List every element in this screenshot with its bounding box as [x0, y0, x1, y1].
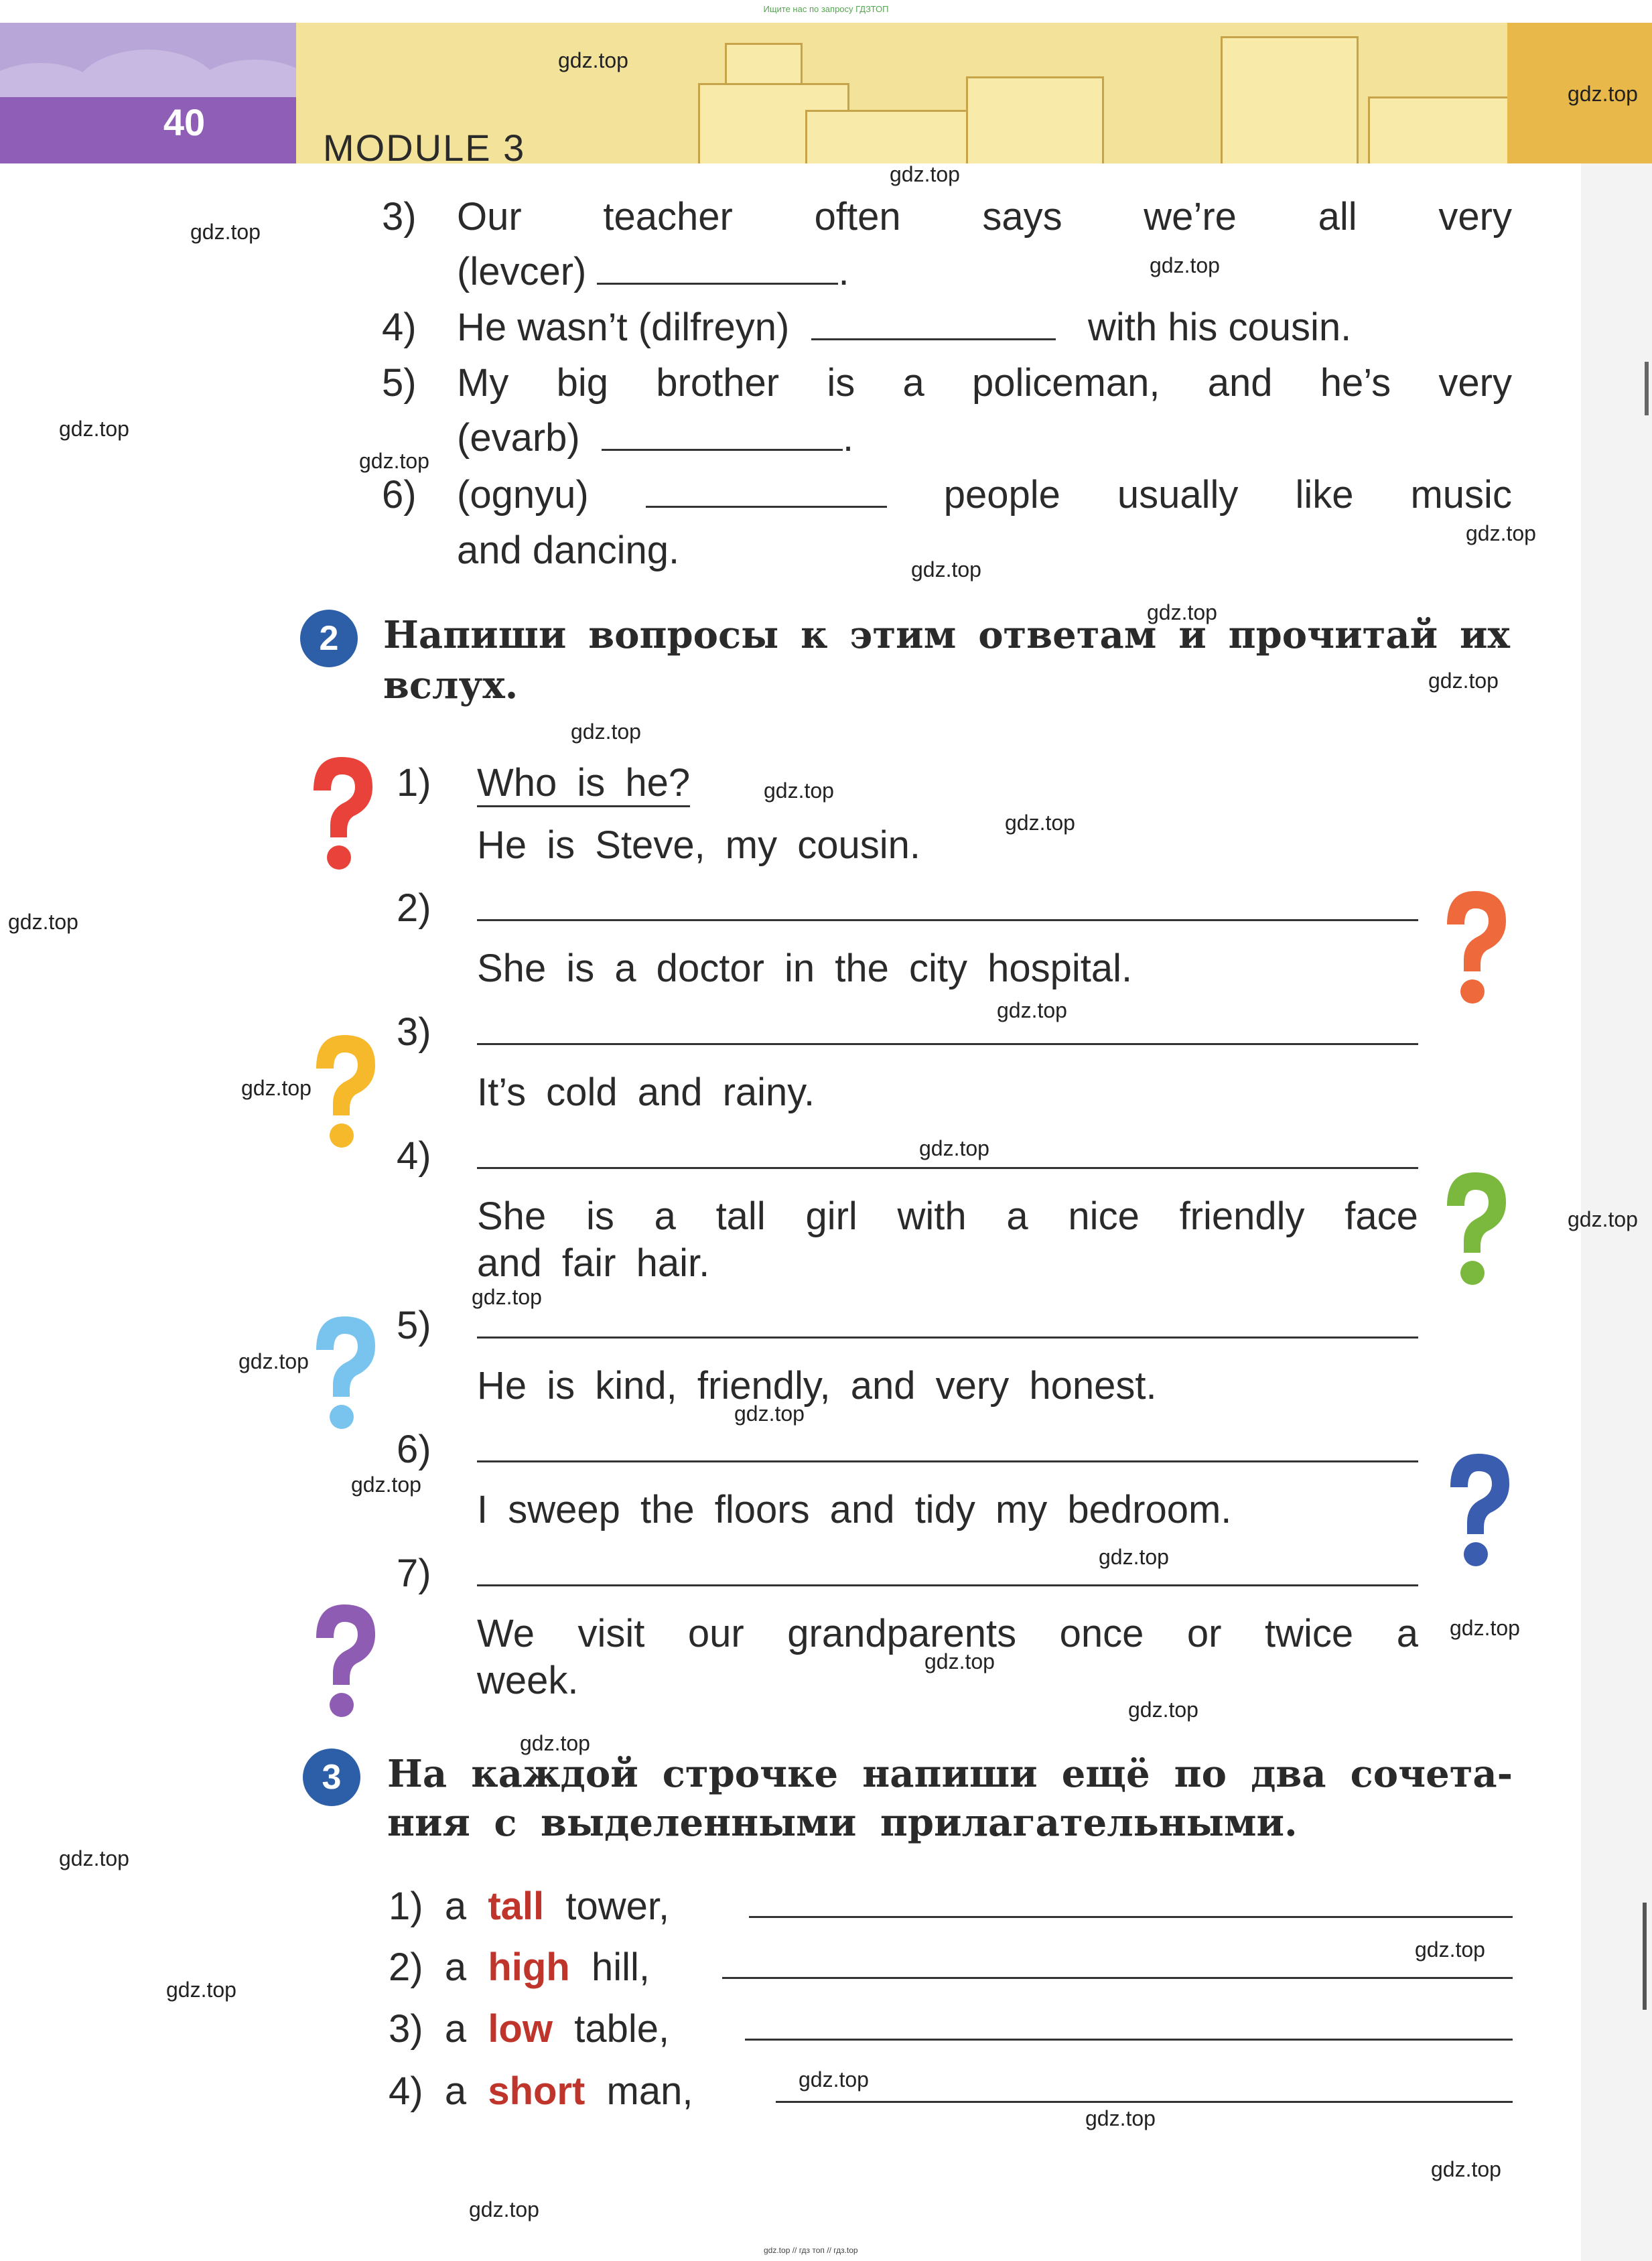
watermark: gdz.top [59, 1846, 129, 1870]
question-mark-icon [300, 750, 381, 871]
answer-blank[interactable] [602, 449, 843, 451]
exercise-badge: 2 [300, 610, 358, 667]
watermark: gdz.top [241, 1076, 312, 1100]
watermark: gdz.top [1450, 1616, 1520, 1640]
watermark: gdz.top [890, 162, 960, 186]
ex1-item3-line2: (levcer) . [457, 250, 849, 293]
combination-answer-line[interactable] [776, 2101, 1513, 2103]
ex2-instruction-line1: Напиши вопросы к этим ответам и прочитай их [383, 613, 1510, 657]
question-answer-line[interactable] [477, 919, 1418, 921]
page-edge-mark [1645, 362, 1649, 415]
footer-note: gdz.top // гдз топ // гдз.top [764, 2246, 858, 2255]
item-number: 3) [397, 1010, 431, 1054]
item-number: 7) [397, 1552, 431, 1595]
ex2-answer-5: He is kind, friendly, and very honest. [477, 1364, 1157, 1408]
watermark: gdz.top [472, 1285, 542, 1309]
watermark: gdz.top [1099, 1545, 1169, 1569]
watermark: gdz.top [469, 2197, 539, 2221]
watermark: gdz.top [359, 449, 429, 473]
watermark: gdz.top [799, 2067, 869, 2092]
item-number: 4) [382, 305, 417, 349]
watermark: gdz.top [190, 220, 261, 244]
watermark: gdz.top [997, 998, 1067, 1022]
item-number: 3) [382, 195, 417, 238]
ex3-item-4: 4) a short man, [389, 2069, 693, 2113]
highlighted-adjective: short [488, 2069, 586, 2113]
ex2-answer-2: She is a doctor in the city hospital. [477, 947, 1133, 990]
ex2-answer-6: I sweep the floors and tidy my bedroom. [477, 1488, 1232, 1531]
highlighted-adjective: low [488, 2007, 553, 2051]
watermark: gdz.top [8, 910, 78, 934]
watermark: gdz.top [1085, 2106, 1156, 2130]
watermark: gdz.top [1568, 1207, 1638, 1231]
answer-blank[interactable] [597, 283, 838, 285]
ex3-item-3: 3) a low table, [389, 2007, 670, 2051]
combination-answer-line[interactable] [749, 1916, 1513, 1918]
watermark: gdz.top [1431, 2157, 1501, 2181]
ex3-item-2: 2) a high hill, [389, 1945, 650, 1989]
watermark: gdz.top [166, 1978, 236, 2002]
watermark: gdz.top [520, 1731, 590, 1755]
ex3-item-1: 1) a tall tower, [389, 1885, 670, 1928]
watermark: gdz.top [1568, 82, 1638, 106]
question-mark-icon [303, 1310, 383, 1430]
combination-answer-line[interactable] [722, 1977, 1513, 1979]
question-mark-icon [1434, 884, 1514, 1005]
page-edge-mark [1643, 1903, 1647, 2010]
item-number: 1) [397, 761, 431, 805]
watermark: gdz.top [1415, 1937, 1485, 1962]
question-answer-line[interactable] [477, 1043, 1418, 1045]
watermark: gdz.top [558, 48, 628, 72]
answer-blank[interactable] [646, 506, 887, 508]
watermark: gdz.top [919, 1136, 989, 1160]
question-mark-icon [1437, 1447, 1517, 1568]
watermark: gdz.top [734, 1401, 805, 1426]
watermark: gdz.top [1005, 811, 1075, 835]
question-mark-icon [303, 1028, 383, 1149]
ex2-answer-3: It’s cold and rainy. [477, 1071, 815, 1114]
ex1-item5-line2: (evarb) . [457, 416, 854, 460]
watermark: gdz.top [351, 1472, 421, 1497]
question-mark-icon [303, 1598, 383, 1718]
question-answer-line[interactable] [477, 1584, 1418, 1586]
combination-answer-line[interactable] [745, 2039, 1513, 2041]
item-number: 6) [382, 473, 417, 517]
exercise-badge: 3 [303, 1749, 360, 1806]
watermark: gdz.top [764, 778, 834, 803]
ex2-answer-7-line2: week. [477, 1659, 579, 1702]
item-number: 2) [397, 886, 431, 930]
question-answer-line[interactable] [477, 1337, 1418, 1339]
ex3-instruction-line1: На каждой строчке напиши ещё по два сочета- [387, 1752, 1513, 1796]
question-mark-icon [1434, 1166, 1514, 1286]
answer-blank[interactable] [811, 338, 1056, 340]
question-answer-line[interactable] [477, 1460, 1418, 1462]
watermark: gdz.top [1147, 600, 1217, 624]
watermark: gdz.top [1466, 521, 1536, 545]
module-title: MODULE 3 [323, 127, 526, 169]
watermark: gdz.top [238, 1349, 309, 1373]
ex3-instruction-line2: ния с выделенными прилагательными. [387, 1801, 1298, 1845]
item-number: 4) [397, 1134, 431, 1178]
ex1-item5-line1: My big brother is a policeman, and he’s very [457, 361, 1512, 405]
ex1-item4: He wasn’t (dilfreyn) with his cousin. [457, 305, 1352, 349]
ex1-item6-line1: (ognyu) people usually like music [457, 473, 1512, 517]
ex2-answer-4-line2: and fair hair. [477, 1241, 710, 1285]
item-number: 6) [397, 1428, 431, 1471]
page-number: 40 [163, 101, 206, 143]
top-note: Ищите нас по запросу ГДЗТОП [763, 4, 889, 14]
watermark: gdz.top [1150, 253, 1220, 277]
watermark: gdz.top [59, 417, 129, 441]
item-number: 5) [382, 361, 417, 405]
watermark: gdz.top [1428, 669, 1499, 693]
ex1-item6-line2: and dancing. [457, 529, 680, 572]
ex1-item3-line1: Our teacher often says we’re all very [457, 195, 1512, 238]
highlighted-adjective: tall [488, 1885, 545, 1928]
ex2-instruction-line2: вслух. [383, 663, 519, 707]
watermark: gdz.top [911, 557, 981, 581]
ex2-question-1: Who is he? [477, 760, 690, 807]
ex2-answer-4-line1: She is a tall girl with a nice friendly face [477, 1194, 1418, 1238]
watermark: gdz.top [1128, 1698, 1198, 1722]
item-number: 5) [397, 1304, 431, 1347]
watermark: gdz.top [924, 1649, 995, 1673]
question-answer-line[interactable] [477, 1167, 1418, 1169]
ex2-answer-1: He is Steve, my cousin. [477, 823, 920, 867]
ex2-answer-7-line1: We visit our grandparents once or twice a [477, 1612, 1418, 1655]
watermark: gdz.top [571, 720, 641, 744]
highlighted-adjective: high [488, 1945, 570, 1989]
